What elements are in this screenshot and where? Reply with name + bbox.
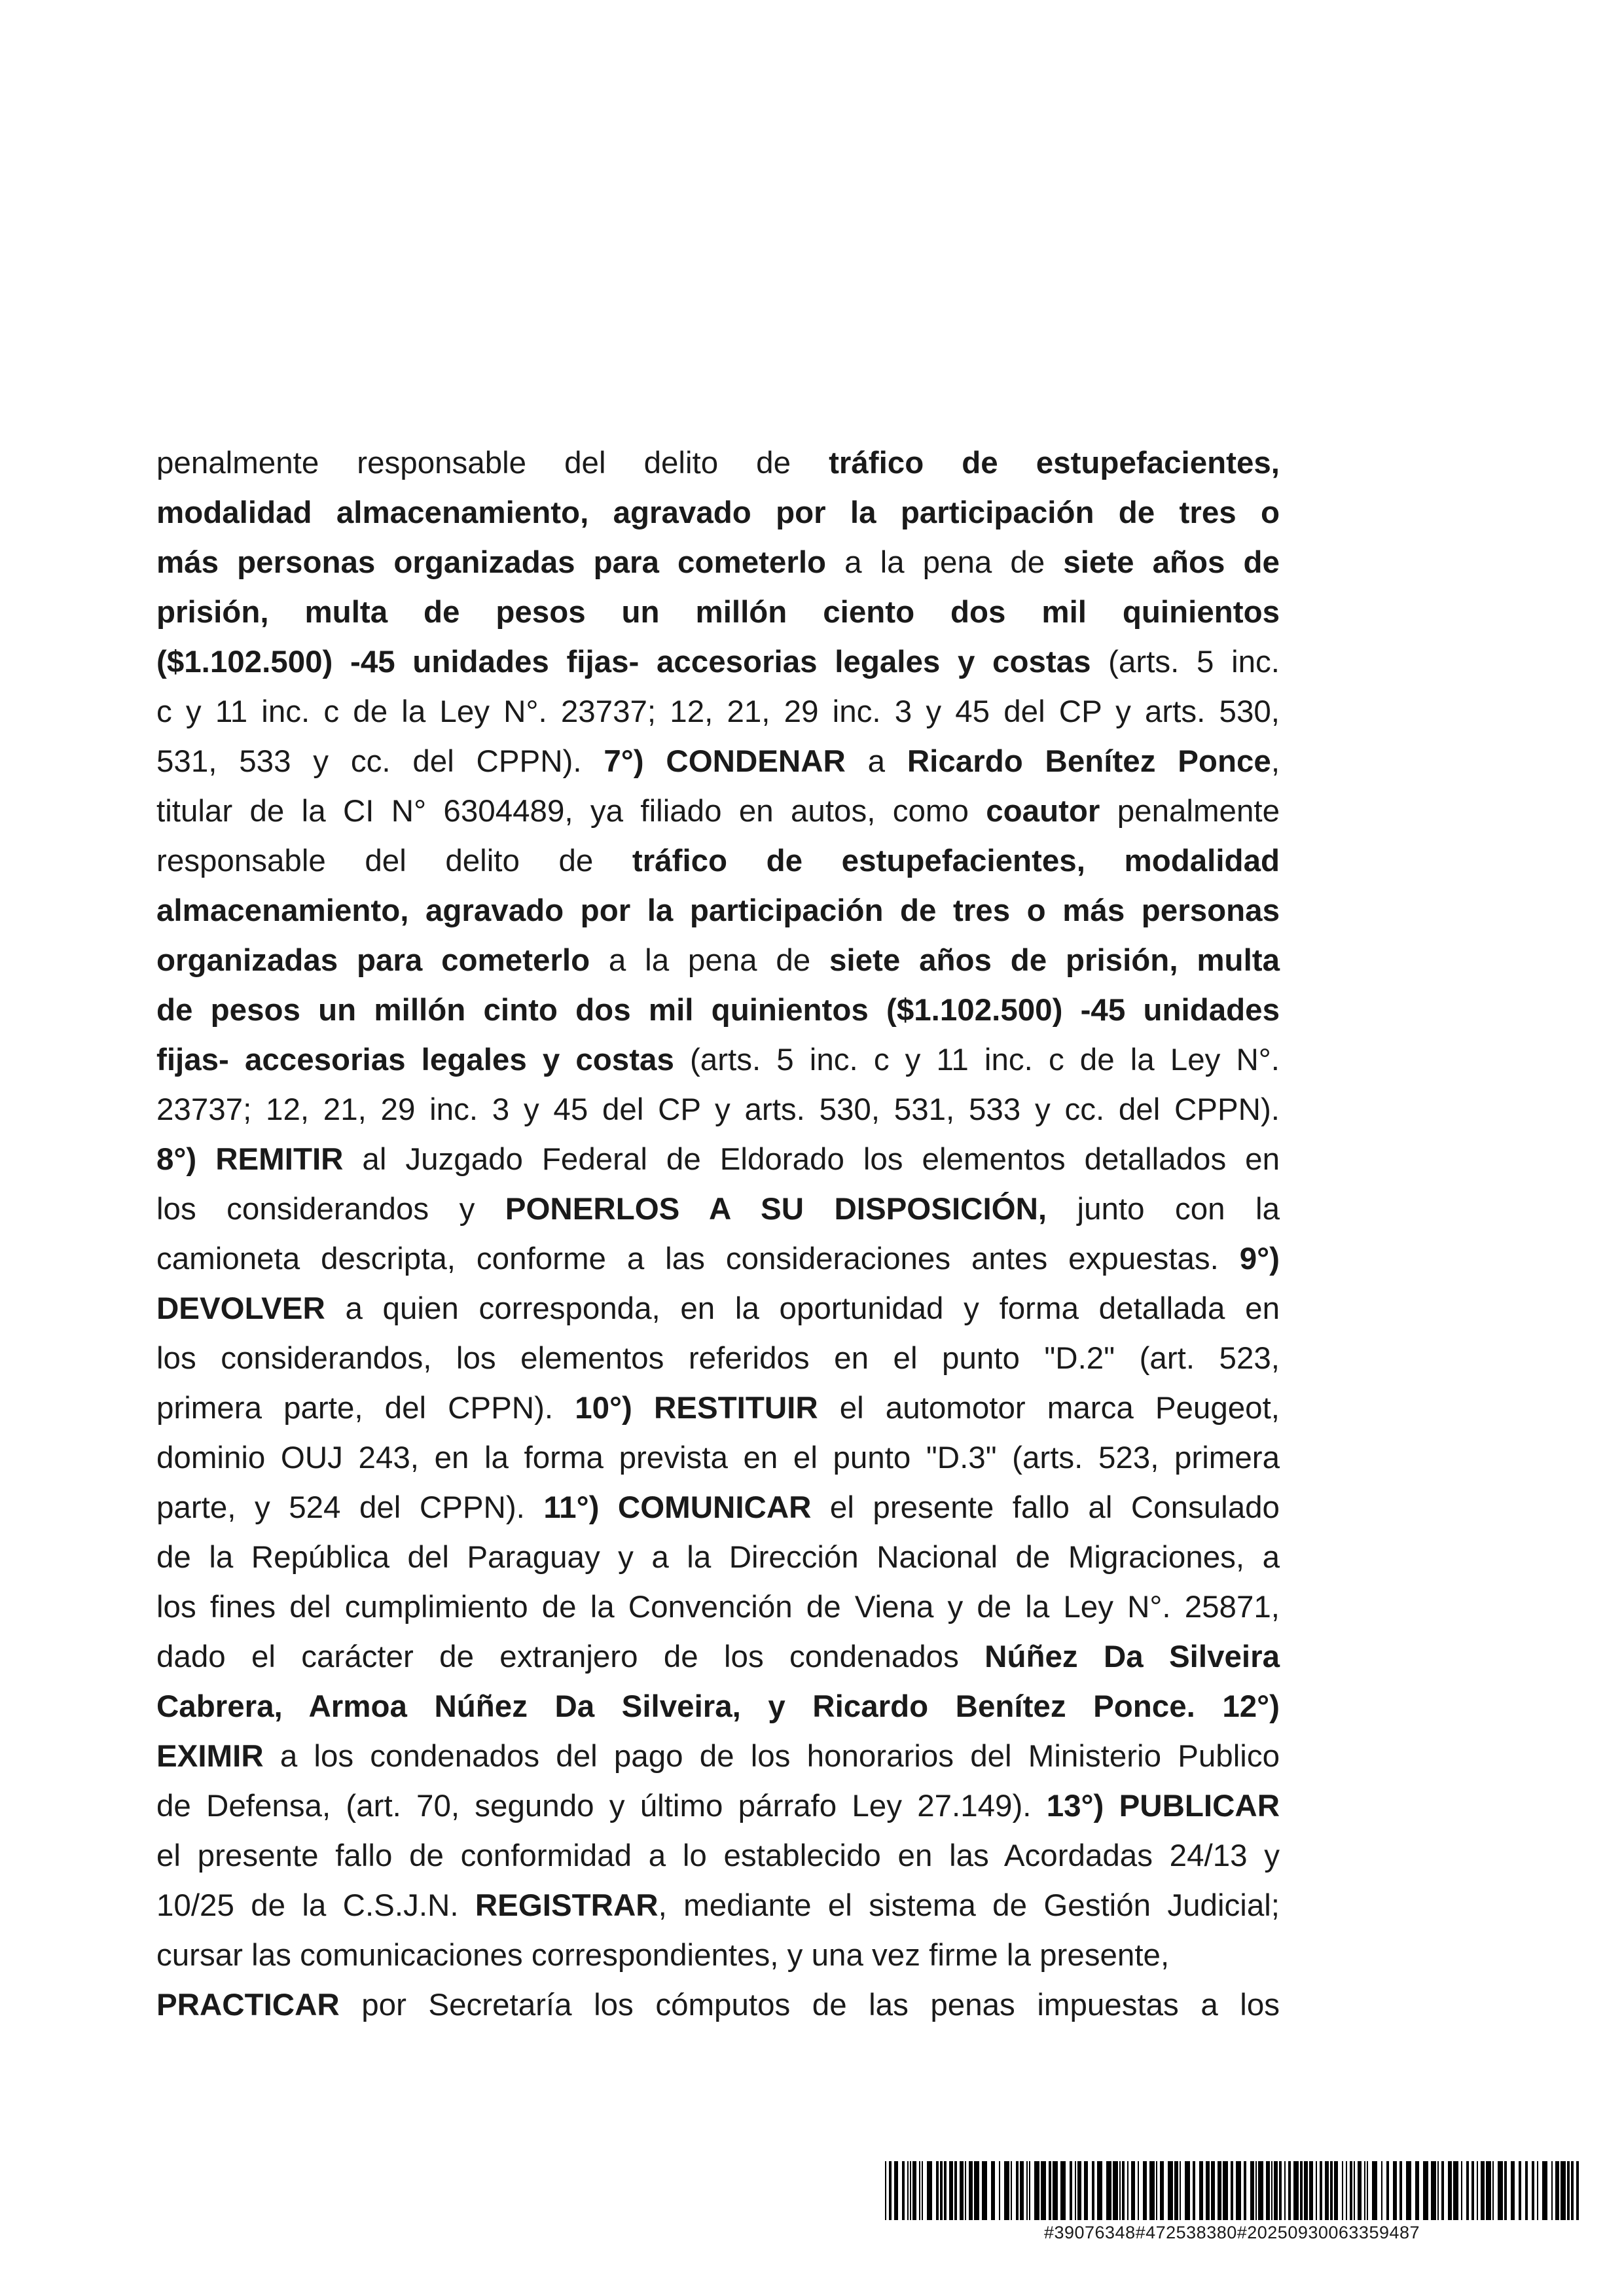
barcode-bar [1255,2161,1257,2220]
barcode-bar [1481,2161,1485,2220]
text-run: el presente fallo de conformidad a lo establecido en las Acordadas 24/13 y [156,1839,1280,1873]
text-line [156,1433,1280,1483]
barcode-bar [1571,2161,1574,2220]
barcode-image [885,2161,1579,2220]
text-line [156,637,1280,687]
text-run: parte, y 524 del CPPN). [156,1490,544,1525]
bold-text-run: 7°) CONDENAR [604,744,846,779]
barcode-bar [1372,2161,1377,2220]
barcode-bar [1316,2161,1317,2220]
barcode-bar [1288,2161,1291,2220]
text-run: 531, 533 y cc. del CPPN). [156,744,604,779]
text-run: c y 11 inc. c de la Ley N°. 23737; 12, 21, 29 inc. 3 y 45 del CP y arts. 530, [156,694,1280,729]
text-line [156,1881,1280,1931]
barcode-bar [1320,2161,1322,2220]
text-run: a los condenados del pago de los honorarios del Ministerio Publico [263,1739,1280,1774]
text-line [156,1632,1280,1682]
text-line [156,1185,1280,1234]
text-line [156,737,1280,787]
text-run: junto con la [1047,1192,1280,1227]
bold-text-run: 8°) REMITIR [156,1142,344,1177]
barcode-bar [940,2161,943,2220]
bold-text-run: fijas- accesorias legales y costas [156,1043,674,1077]
barcode-bar [960,2161,964,2220]
barcode-bar [1106,2161,1111,2220]
bold-text-run: coautor [986,794,1100,829]
barcode-bar [1193,2161,1195,2220]
text-line [156,1831,1280,1881]
barcode-bar [1399,2161,1402,2220]
barcode-bar [922,2161,923,2220]
text-run: cursar las comunicaciones correspondientes, y una vez firme la presente, [156,1938,1170,1973]
barcode-bar [1304,2161,1308,2220]
barcode-bar [1084,2161,1088,2220]
text-line [156,687,1280,737]
barcode-bar [1300,2161,1303,2220]
barcode-bar [974,2161,979,2220]
barcode-bar [969,2161,973,2220]
text-run: titular de la CI N° 6304489, ya filiado en autos, como [156,794,986,829]
text-line [156,836,1280,886]
barcode-bar [1258,2161,1263,2220]
bold-text-run: Núñez Da Silveira [984,1640,1280,1674]
barcode-bar [1330,2161,1333,2220]
bold-text-run: siete años de prisión, multa [829,943,1280,978]
barcode-bar [1431,2161,1436,2220]
text-run: camioneta descripta, conforme a las consideraciones antes expuestas. [156,1242,1240,1276]
text-line [156,1135,1280,1185]
text-run: (arts. 5 inc. [1091,645,1280,679]
text-run: penalmente [1100,794,1280,829]
barcode-bar [1471,2161,1474,2220]
text-run: el automotor marca Peugeot, [818,1391,1280,1426]
text-run: dominio OUJ 243, en la forma prevista en el punto "D.3" (arts. 523, primera [156,1441,1280,1475]
barcode-bar [1358,2161,1362,2220]
text-run: 10/25 de la C.S.J.N. [156,1888,475,1923]
bold-text-run: organizadas para cometerlo [156,943,590,978]
barcode-bar [1218,2161,1221,2220]
barcode-bar [1477,2161,1478,2220]
barcode-bar [1437,2161,1439,2220]
barcode-bar [1561,2161,1566,2220]
barcode-bar [1293,2161,1299,2220]
bold-text-run: más personas organizadas para cometerlo [156,545,827,580]
barcode-bar [1542,2161,1547,2220]
text-line [156,1085,1280,1135]
text-run: a la pena de [826,545,1064,580]
text-run: , [1271,744,1280,779]
text-run: al Juzgado Federal de Eldorado los elementos detallados en [343,1142,1280,1177]
barcode-bar [894,2161,898,2220]
text-run: 23737; 12, 21, 29 inc. 3 y 45 del CP y arts. 530, 531, 533 y cc. del CPPN). [156,1092,1280,1127]
barcode-bar [1284,2161,1286,2220]
barcode-block [885,2161,1579,2243]
bold-text-run: almacenamiento, agravado por la participación de tres o más personas [156,893,1280,928]
barcode-bar [1367,2161,1368,2220]
barcode-bar [1131,2161,1135,2220]
barcode-bar [1053,2161,1058,2220]
text-run: dado el carácter de extranjero de los condenados [156,1640,985,1674]
barcode-bar [1011,2161,1012,2220]
text-run: de Defensa, (art. 70, segundo y último párrafo Ley 27.149). [156,1789,1047,1823]
text-run: a [845,744,907,779]
barcode-bar [1127,2161,1128,2220]
text-line [156,488,1280,538]
barcode-bar [1020,2161,1024,2220]
barcode-bar [919,2161,920,2220]
text-line [156,1931,1280,1981]
barcode-bar [1250,2161,1254,2220]
barcode-bar [885,2161,886,2220]
barcode-bar [1211,2161,1215,2220]
barcode-bar [1026,2161,1028,2220]
barcode-bar [1386,2161,1389,2220]
text-run: de la República del Paraguay y a la Dirección Nacional de Migraciones, a [156,1540,1280,1575]
barcode-bar [1199,2161,1203,2220]
text-line [156,1732,1280,1782]
barcode-bar [1244,2161,1246,2220]
barcode-bar [1555,2161,1559,2220]
barcode-bar [1504,2161,1507,2220]
barcode-bar [1519,2161,1521,2220]
barcode-bar [1266,2161,1270,2220]
barcode-bar [954,2161,957,2220]
barcode-bar [1077,2161,1081,2220]
barcode-bar [965,2161,966,2220]
barcode-bar [1453,2161,1458,2220]
bold-text-run: EXIMIR [156,1739,264,1774]
barcode-bar [1034,2161,1039,2220]
text-line [156,1284,1280,1334]
text-run: los considerandos y [156,1192,505,1227]
barcode-bar [902,2161,905,2220]
text-line [156,538,1280,588]
text-run: (arts. 5 inc. c y 11 inc. c de la Ley N°. [674,1043,1280,1077]
barcode-bar [1511,2161,1515,2220]
bold-text-run: Ricardo Benítez Ponce [907,744,1271,779]
barcode-bar [982,2161,987,2220]
barcode-bar [907,2161,909,2220]
barcode-bar [1149,2161,1155,2220]
barcode-bar [1092,2161,1094,2220]
barcode-bar [1223,2161,1228,2220]
barcode-bar [1466,2161,1469,2220]
text-line [156,1682,1280,1732]
bold-text-run: de pesos un millón cinto dos mil quinientos ($1.102.500) -45 unidades [156,993,1280,1028]
bold-text-run: 13°) PUBLICAR [1046,1789,1280,1823]
barcode-bar [1551,2161,1553,2220]
text-run: los fines del cumplimiento de la Convención de Viena y de la Ley N°. 25871, [156,1590,1280,1624]
barcode-bar [1364,2161,1365,2220]
barcode-bar [1049,2161,1051,2220]
barcode-bar [1174,2161,1178,2220]
barcode-bar [1029,2161,1030,2220]
barcode-bar [1492,2161,1494,2220]
text-line [156,1234,1280,1284]
text-run: , mediante el sistema de Gestión Judicial; [658,1888,1280,1923]
barcode-bar [1532,2161,1534,2220]
barcode-bar [912,2161,916,2220]
barcode-bar [1346,2161,1347,2220]
barcode-bar [1350,2161,1352,2220]
text-run: penalmente responsable del delito de [156,446,829,480]
barcode-bar [1206,2161,1210,2220]
barcode-bar [927,2161,932,2220]
barcode-bar [1122,2161,1125,2220]
barcode-bar [1143,2161,1147,2220]
barcode-bar [1406,2161,1411,2220]
barcode-bar [1160,2161,1164,2220]
barcode-bar [1016,2161,1019,2220]
text-run: a quien corresponda, en la oportunidad y forma detallada en [325,1291,1280,1326]
document-body [156,439,1280,2030]
bold-text-run: 10°) RESTITUIR [575,1391,818,1426]
barcode-bar [1274,2161,1278,2220]
barcode-bar [1041,2161,1046,2220]
barcode-bar [1486,2161,1491,2220]
text-line [156,588,1280,637]
text-line [156,986,1280,1035]
text-line [156,1384,1280,1433]
barcode-bar [1537,2161,1538,2220]
bold-text-run: ($1.102.500) -45 unidades fijas- accesorias legales y costas [156,645,1091,679]
barcode-bar [1342,2161,1343,2220]
bold-text-run: modalidad almacenamiento, agravado por la participación de tres o [156,495,1280,530]
barcode-bar [944,2161,947,2220]
text-line [156,936,1280,986]
text-run: el presente fallo al Consulado [811,1490,1280,1525]
text-line [156,1981,1280,2030]
bold-text-run: 9°) [1239,1242,1280,1276]
barcode-bar [999,2161,1000,2220]
text-line [156,787,1280,836]
bold-text-run: siete años de [1063,545,1280,580]
barcode-bar [910,2161,911,2220]
text-run: responsable del delito de [156,844,632,878]
barcode-bar [1168,2161,1173,2220]
barcode-bar [1060,2161,1066,2220]
barcode-bar [1325,2161,1329,2220]
barcode-bar [1075,2161,1076,2220]
barcode-bar [1236,2161,1241,2220]
barcode-bar [1271,2161,1272,2220]
barcode-bar [1097,2161,1102,2220]
barcode-bar [1180,2161,1181,2220]
bold-text-run: tráfico de estupefacientes, [829,446,1280,480]
barcode-bar [1156,2161,1157,2220]
bold-text-run: 11°) COMUNICAR [543,1490,812,1525]
barcode-bar [1070,2161,1072,2220]
barcode-bar [1185,2161,1190,2220]
barcode-bar [1334,2161,1338,2220]
text-line [156,439,1280,488]
barcode-bar [1004,2161,1009,2220]
barcode-bar [1415,2161,1419,2220]
barcode-bar [1393,2161,1397,2220]
barcode-bar [1279,2161,1282,2220]
text-line [156,886,1280,936]
barcode-bar [949,2161,953,2220]
barcode-bar [936,2161,939,2220]
bold-text-run: DEVOLVER [156,1291,325,1326]
barcode-bar [1441,2161,1444,2220]
barcode-bar [1423,2161,1428,2220]
text-line [156,1035,1280,1085]
barcode-bar [1461,2161,1462,2220]
barcode-bar [1525,2161,1528,2220]
bold-text-run: REGISTRAR [475,1888,659,1923]
barcode-bar [1113,2161,1118,2220]
barcode-bar [1354,2161,1355,2220]
text-line [156,1334,1280,1384]
text-line [156,1782,1280,1831]
barcode-number: #39076348#472538380#20250930063359487 [1043,2223,1420,2242]
barcode-bar [1448,2161,1452,2220]
bold-text-run: prisión, multa de pesos un millón ciento dos mil quinientos [156,595,1280,630]
bold-text-run: Cabrera, Armoa Núñez Da Silveira, y Ricardo Benítez Ponce. 12°) [156,1689,1280,1724]
barcode-bar [1567,2161,1570,2220]
text-line [156,1533,1280,1583]
barcode-bar [1309,2161,1313,2220]
barcode-bar [1576,2161,1579,2220]
text-run: primera parte, del CPPN). [156,1391,575,1426]
bold-text-run: tráfico de estupefacientes, modalidad [632,844,1280,878]
barcode-bar [1138,2161,1139,2220]
barcode-bar [1119,2161,1121,2220]
text-run: por Secretaría los cómputos de las penas impuestas a los [339,1988,1280,2022]
barcode-bar [1498,2161,1503,2220]
barcode-bar [1381,2161,1382,2220]
bold-text-run: PONERLOS A SU DISPOSICIÓN, [505,1192,1047,1227]
text-line [156,1583,1280,1632]
barcode-bar [1231,2161,1233,2220]
text-line [156,1483,1280,1533]
barcode-bar [889,2161,892,2220]
bold-text-run: PRACTICAR [156,1988,340,2022]
text-run: los considerandos, los elementos referidos en el punto "D.2" (art. 523, [156,1341,1280,1376]
text-run: a la pena de [590,943,830,978]
barcode-bar [991,2161,995,2220]
